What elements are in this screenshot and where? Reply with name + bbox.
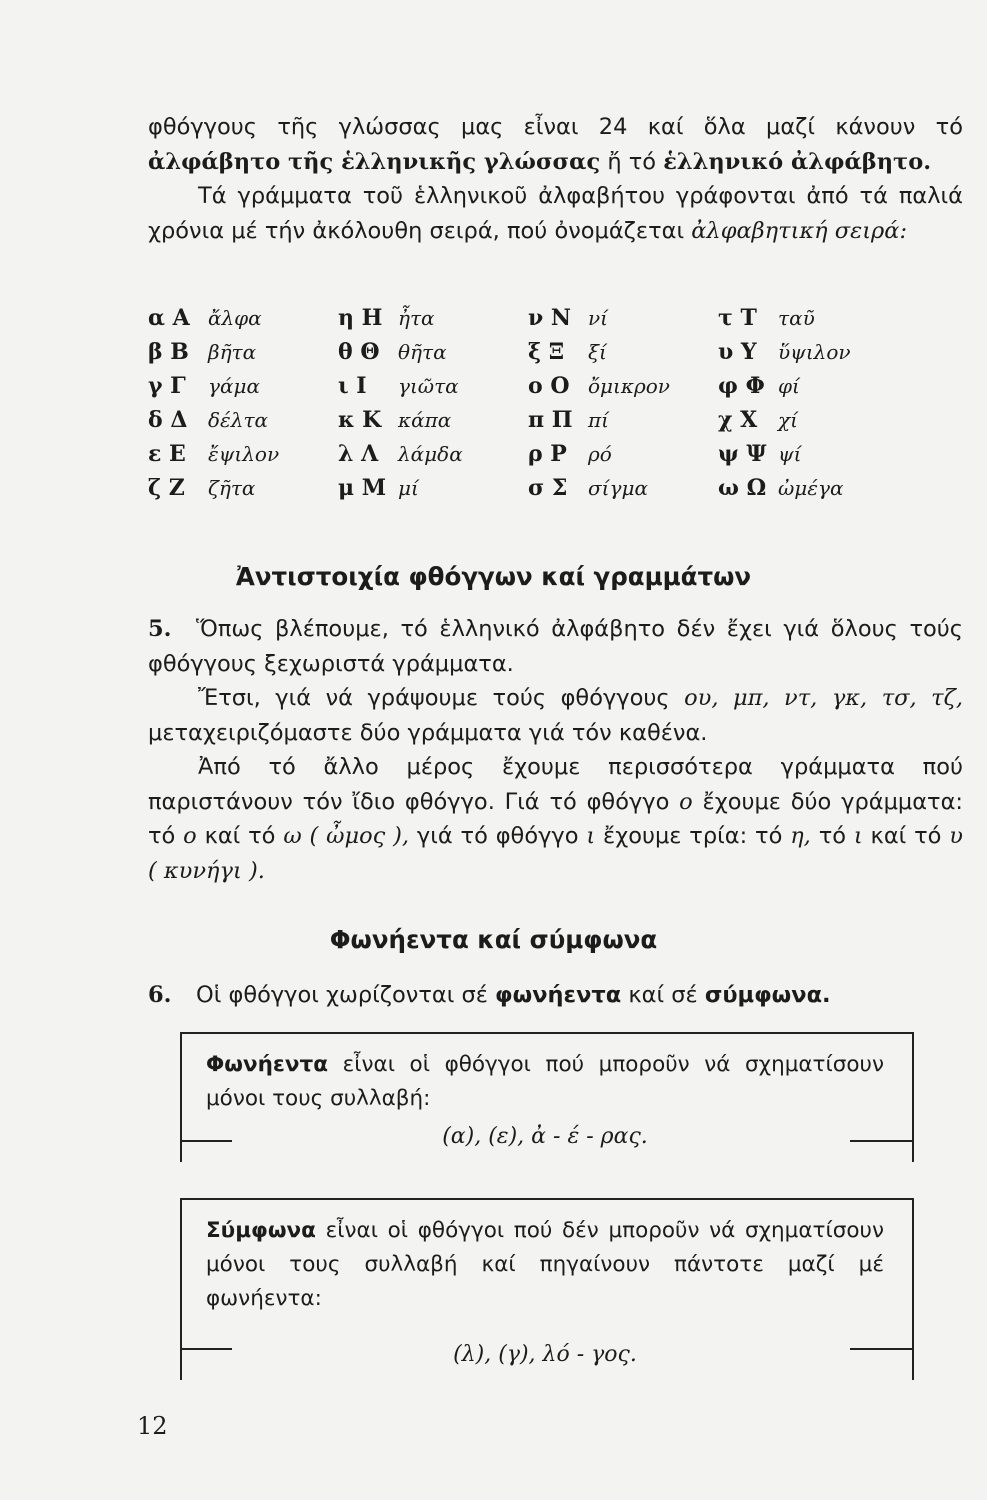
alphabet-letter (338, 339, 528, 369)
letter-pair: υ Υ (718, 339, 757, 365)
letter-name: ὠμέγα (778, 476, 844, 500)
letter-name: φί (778, 374, 800, 398)
alphabet-letter (718, 339, 908, 369)
letter-name: ζῆτα (208, 476, 256, 500)
section5-italic-u: υ ( κυνήγι ). (148, 823, 963, 884)
letter-name: ἔψιλον (208, 442, 280, 466)
section5-text: καί τό (862, 823, 950, 849)
section5-italic-o: ο (679, 788, 693, 815)
vowels-definition: εἶναι οἱ φθόγγοι πού μποροῦν νά σχηματίσουν μόνοι τους συλλαβή: (206, 1052, 884, 1111)
letter-pair: σ Σ (528, 475, 568, 501)
letter-pair: ν Ν (528, 305, 572, 331)
intro-bold-term: ἀλφάβητο τῆς ἑλληνικῆς γλώσσας (148, 148, 601, 175)
letter-name: γιῶτα (398, 374, 459, 398)
letter-pair: ξ Ξ (528, 339, 565, 365)
section6-term-vowels: φωνήεντα (495, 982, 622, 1008)
letter-pair: χ Χ (718, 407, 758, 433)
section5-para3: Ἀπό τό ἄλλο μέρος ἔχουμε περισσότερα γράμματα πού παριστάνουν τόν ἴδιο φθόγγο. Γιά τό φθόγγο (148, 754, 963, 815)
box-corner-line (850, 1140, 912, 1142)
section5-italic-w: ω ( ὦμος ), (283, 823, 410, 849)
letter-pair: ζ Ζ (148, 475, 185, 501)
section-5 (148, 612, 963, 888)
letter-name: ψί (778, 442, 802, 466)
alphabet-letter (338, 373, 528, 403)
section-6 (148, 978, 963, 1013)
letter-pair: δ Δ (148, 407, 188, 433)
intro-text: φθόγγους τῆς γλώσσας μας εἶναι 24 καί ὅλα μαζί κάνουν τό (148, 114, 963, 140)
letter-name: ταῦ (778, 306, 815, 330)
alphabet-letter (148, 339, 338, 369)
vowels-term: Φωνήεντα (206, 1052, 329, 1077)
page-number: 12 (137, 1412, 168, 1440)
letter-name: θῆτα (398, 340, 447, 364)
letter-name: χί (778, 408, 798, 432)
section5-text: τό (810, 823, 854, 849)
intro-para2-italic: ἀλφαβητική σειρά: (691, 217, 908, 244)
letter-pair: ι Ι (338, 373, 367, 399)
letter-pair: τ Τ (718, 305, 757, 331)
section-heading-vowels-consonants: Φωνήεντα καί σύμφωνα (329, 925, 658, 954)
alphabet-letter (338, 407, 528, 437)
section5-para2: Ἔτσι, γιά νά γράψουμε τούς φθόγγους (198, 685, 685, 711)
consonants-example: (λ), (γ), λό - γος. (453, 1342, 637, 1367)
section-heading-correspondence: Ἀντιστοιχία φθόγγων καί γραμμάτων (235, 562, 752, 591)
letter-pair: ρ Ρ (528, 441, 567, 467)
section6-text-2: καί σέ (621, 982, 705, 1008)
letter-name: μί (398, 476, 419, 500)
intro-bold-term-2: ἑλληνικό ἀλφάβητο. (663, 148, 932, 175)
section5-italic-o2: ο (183, 823, 197, 849)
alphabet-letter (148, 373, 338, 403)
section5-text: γιά τό φθόγγο (409, 823, 587, 849)
alphabet-letter (718, 475, 908, 505)
section5-para2-end: μεταχειριζόμαστε δύο γράμματα γιά τόν καθένα. (148, 719, 708, 746)
letter-name: ὕψιλον (778, 340, 851, 364)
section5-text: ἔχουμε δύο γράμματα: τό (148, 788, 963, 849)
definition-box-vowels (180, 1032, 914, 1162)
letter-name: βῆτα (208, 340, 257, 364)
letter-name: ἦτα (398, 306, 435, 330)
section-number: 6. (148, 982, 172, 1008)
letter-pair: π Π (528, 407, 573, 433)
intro-paragraph (148, 110, 963, 248)
section5-italic-i2: ι (853, 823, 863, 849)
letter-name: δέλτα (208, 408, 269, 432)
letter-name: ὄμικρον (588, 374, 670, 398)
section-number: 5. (148, 616, 172, 642)
alphabet-letter (718, 407, 908, 437)
letter-pair: θ Θ (338, 339, 380, 365)
box-corner-line (850, 1348, 912, 1350)
section5-text: ἔχουμε τρία: τό (595, 823, 791, 849)
alphabet-letter (338, 475, 528, 505)
alphabet-letter (528, 475, 718, 505)
alphabet-letter (148, 475, 338, 505)
intro-para2-text: Τά γράμματα τοῦ ἑλληνικοῦ ἀλφαβήτου γράφονται ἀπό τά παλιά χρόνια μέ τήν ἀκόλουθη σειρά, πού ὀνομάζεται (148, 183, 963, 244)
letter-pair: ψ Ψ (718, 441, 767, 467)
alphabet-letter (528, 373, 718, 403)
letter-pair: β Β (148, 339, 189, 365)
letter-name: νί (588, 306, 608, 330)
alphabet-letter (528, 305, 718, 335)
section5-italic-i: ι (586, 823, 596, 849)
alphabet-letter (718, 441, 908, 471)
letter-name: ἄλφα (208, 306, 262, 330)
section6-term-consonants: σύμφωνα. (704, 982, 831, 1008)
box-corner-line (180, 1348, 232, 1350)
alphabet-letter (148, 407, 338, 437)
vowels-example: (α), (ε), ἀ - έ - ρας. (442, 1124, 648, 1149)
letter-pair: φ Φ (718, 373, 765, 399)
section5-para1: Ὅπως βλέπουμε, τό ἑλληνικό ἀλφάβητο δέν ἔχει γιά ὅλους τούς φθόγγους ξεχωριστά γράμματα. (148, 616, 963, 677)
letter-pair: λ Λ (338, 441, 379, 467)
letter-name: κάπα (398, 408, 452, 432)
section6-text: Οἱ φθόγγοι χωρίζονται σέ (196, 982, 496, 1008)
section5-para2-italic: ου, μπ, ντ, γκ, τσ, τζ, (684, 685, 963, 711)
greek-alphabet-table (148, 305, 908, 505)
section5-text: καί τό (196, 823, 284, 849)
letter-name: ξί (588, 340, 607, 364)
definition-box-consonants (180, 1198, 914, 1380)
alphabet-letter (528, 407, 718, 437)
letter-pair: κ Κ (338, 407, 382, 433)
alphabet-letter (528, 441, 718, 471)
letter-pair: μ Μ (338, 475, 387, 501)
alphabet-letter (338, 305, 528, 335)
letter-name: ρό (588, 442, 612, 466)
letter-pair: γ Γ (148, 373, 186, 399)
alphabet-letter (148, 305, 338, 335)
letter-name: γάμα (208, 374, 260, 398)
box-corner-line (180, 1140, 232, 1142)
letter-name: πί (588, 408, 609, 432)
consonants-term: Σύμφωνα (206, 1218, 316, 1243)
alphabet-letter (718, 305, 908, 335)
alphabet-letter (718, 373, 908, 403)
alphabet-letter (338, 441, 528, 471)
letter-pair: ο Ο (528, 373, 570, 399)
letter-pair: ε Ε (148, 441, 186, 467)
intro-text-2: ἤ τό (600, 148, 664, 175)
section5-italic-h: η, (790, 823, 811, 849)
alphabet-letter (528, 339, 718, 369)
consonants-definition: εἶναι οἱ φθόγγοι πού δέν μποροῦν νά σχηματίσουν μόνοι τους συλλαβή καί πηγαίνουν πάντοτε μαζί μέ φωνήεντα: (206, 1218, 884, 1311)
letter-pair: α Α (148, 305, 190, 331)
letter-pair: η Η (338, 305, 383, 331)
alphabet-letter (148, 441, 338, 471)
letter-pair: ω Ω (718, 475, 767, 501)
letter-name: σίγμα (588, 476, 648, 500)
letter-name: λάμδα (398, 442, 463, 466)
